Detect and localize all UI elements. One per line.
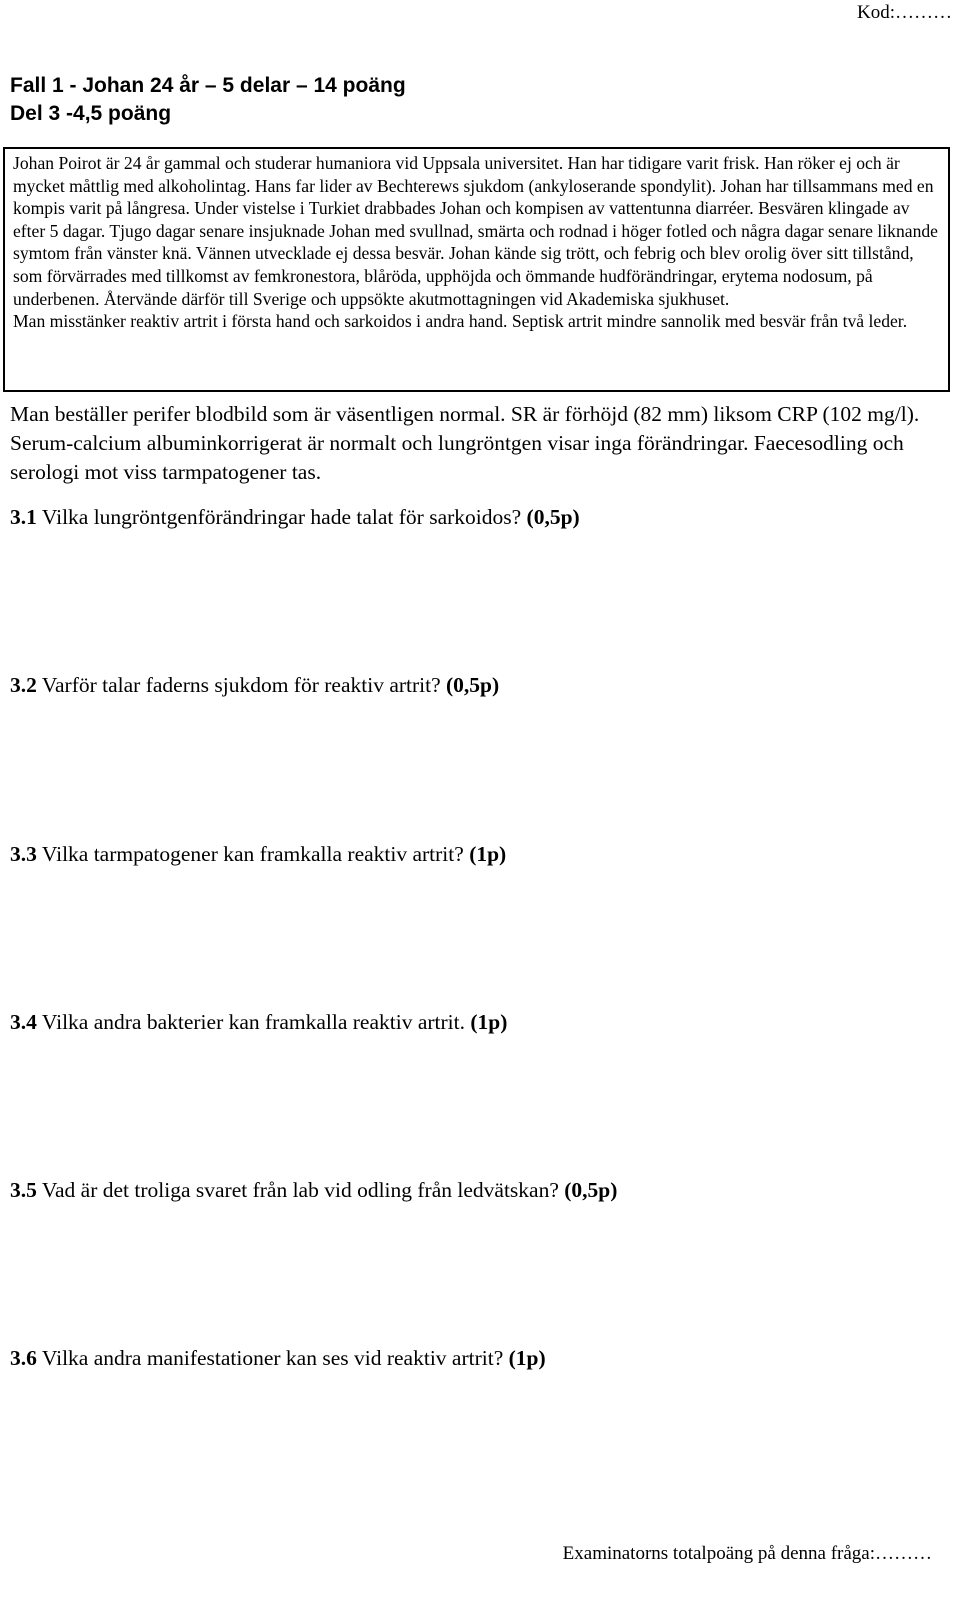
question-text: Vilka andra manifestationer kan ses vid reaktiv artrit?	[36, 1346, 509, 1370]
question-number: 3.6	[10, 1346, 37, 1370]
case-description-box	[3, 147, 950, 392]
question-text: Vilka andra bakterier kan framkalla reaktiv artrit.	[36, 1010, 471, 1034]
question-text: Vad är det troliga svaret från lab vid odling från ledvätskan?	[36, 1178, 565, 1202]
question-number: 3.1	[10, 505, 37, 529]
question-3-1	[10, 503, 580, 531]
question-points: (0,5p)	[564, 1178, 618, 1202]
question-points: (0,5p)	[446, 673, 500, 697]
lab-results-text: Man beställer perifer blodbild som är väsentligen normal. SR är förhöjd (82 mm) liksom CRP (102 mg/l). Serum-calcium albuminkorrigerat är normalt och lungröntgen visar inga förändringar. Faecesodling och serologi mot viss tarmpatogener tas.	[10, 402, 920, 484]
case-assessment-paragraph: Man misstänker reaktiv artrit i första hand och sarkoidos i andra hand. Septisk artrit mindre sannolik med besvär från två leder.	[13, 311, 908, 332]
case-title	[10, 72, 406, 128]
question-number: 3.2	[10, 673, 37, 697]
question-points: (1p)	[469, 842, 507, 866]
question-3-3	[10, 840, 506, 868]
question-text: Varför talar faderns sjukdom för reaktiv artrit?	[36, 673, 447, 697]
case-title-line-2: Del 3 -4,5 poäng	[10, 102, 172, 125]
question-3-5	[10, 1176, 617, 1204]
question-3-6	[10, 1344, 546, 1372]
examiner-total-points: Examinatorns totalpoäng på denna fråga:………	[562, 1543, 932, 1564]
question-points: (0,5p)	[526, 505, 580, 529]
code-field: Kod:………	[857, 2, 952, 23]
question-3-2	[10, 671, 499, 699]
question-number: 3.3	[10, 842, 37, 866]
case-title-line-1: Fall 1 - Johan 24 år – 5 delar – 14 poäng	[10, 74, 406, 97]
question-3-4	[10, 1008, 507, 1036]
question-number: 3.4	[10, 1010, 37, 1034]
question-text: Vilka lungröntgenförändringar hade talat för sarkoidos?	[36, 505, 527, 529]
question-points: (1p)	[508, 1346, 546, 1370]
question-number: 3.5	[10, 1178, 37, 1202]
question-text: Vilka tarmpatogener kan framkalla reaktiv artrit?	[36, 842, 470, 866]
case-description-paragraph: Johan Poirot är 24 år gammal och studerar humaniora vid Uppsala universitet. Han har tidigare varit frisk. Han röker ej och är mycket måttlig med alkoholintag. Hans far lider av Bechterews sjukdom (ankyloserande spondylit). Johan har tillsammans med en kompis varit på långresa. Under vistelse i Turkiet drabbades Johan och kompisen av vattentunna diarréer. Besvären klingade av efter 5 dagar. Tjugo dagar senare insjuknade Johan med svullnad, smärta och rodnad i höger fotled och några dagar senare liknande symtom från vänster knä. Vännen utvecklade ej dessa besvär. Johan kände sig trött, och febrig och blev orolig över sitt tillstånd, som förvärrades med tillkomst av femkronestora, blåröda, upphöjda och ömmande hudförändringar, erytema nodosum, på underbenen. Återvände därför till Sverige och uppsökte akutmottagningen vid Akademiska sjukhuset.	[13, 153, 938, 309]
question-points: (1p)	[470, 1010, 508, 1034]
